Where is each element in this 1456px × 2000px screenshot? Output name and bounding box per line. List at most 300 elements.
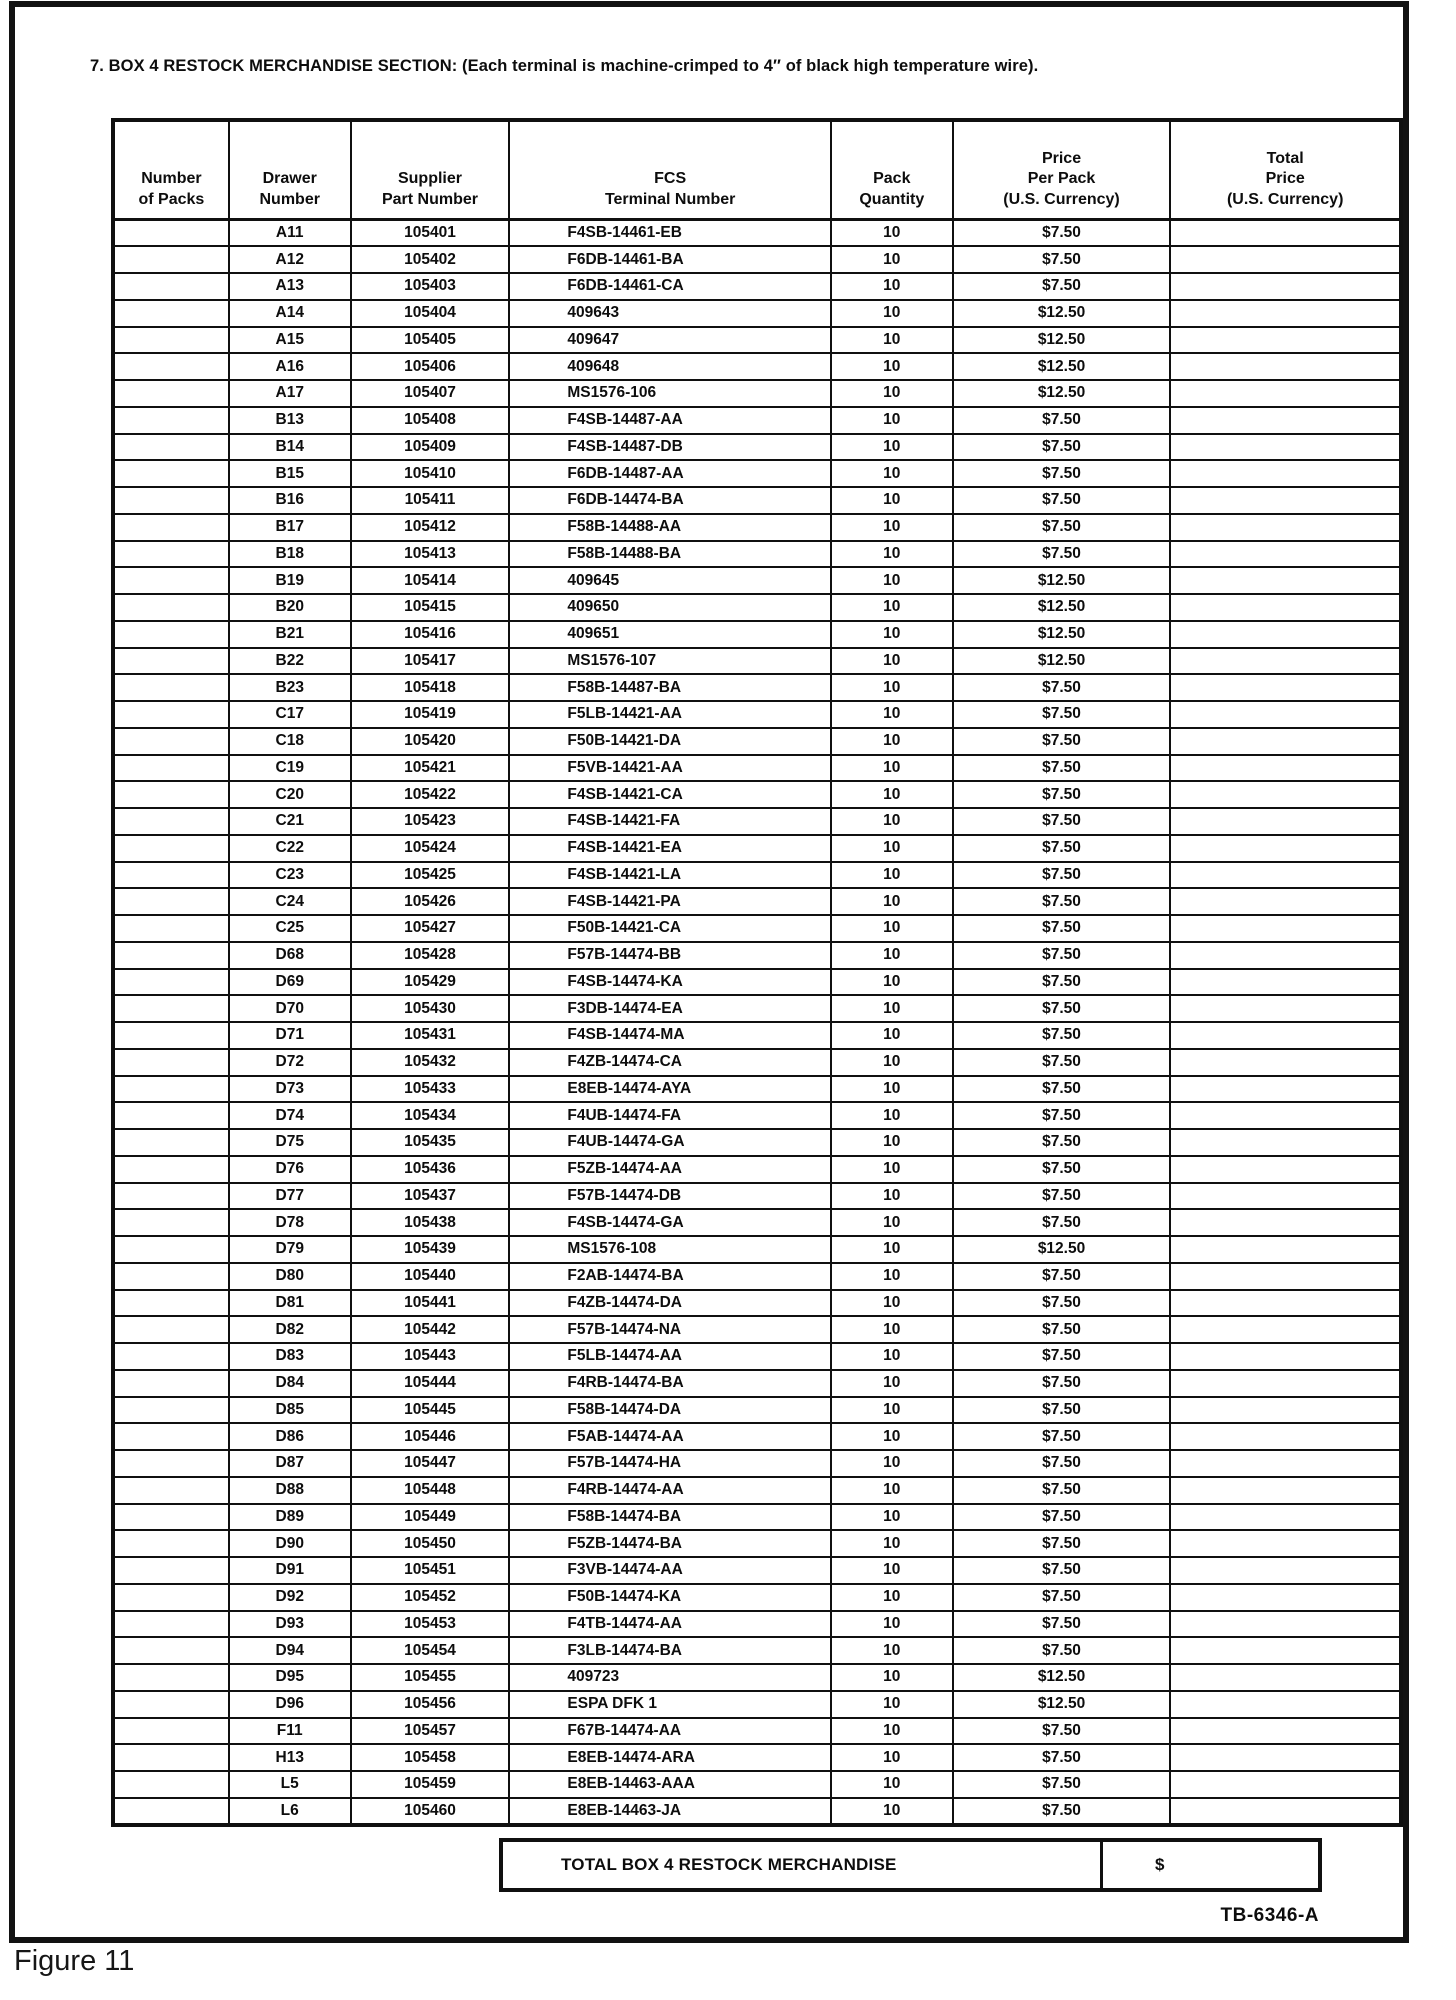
cell-drawer: D82 xyxy=(229,1316,351,1343)
cell-total xyxy=(1170,1584,1401,1611)
cell-qty: 10 xyxy=(831,1477,953,1504)
cell-drawer: D70 xyxy=(229,995,351,1022)
cell-total xyxy=(1170,1290,1401,1317)
cell-fcs: MS1576-106 xyxy=(509,380,831,407)
cell-drawer: D75 xyxy=(229,1129,351,1156)
cell-supplier: 105430 xyxy=(351,995,510,1022)
cell-price: $7.50 xyxy=(953,1423,1171,1450)
cell-num_packs xyxy=(113,1530,229,1557)
cell-supplier: 105405 xyxy=(351,327,510,354)
table-row xyxy=(113,1530,1401,1557)
cell-total xyxy=(1170,1530,1401,1557)
cell-price: $7.50 xyxy=(953,995,1171,1022)
restock-table xyxy=(111,118,1403,1827)
table-row xyxy=(113,1771,1401,1798)
cell-price: $7.50 xyxy=(953,460,1171,487)
cell-num_packs xyxy=(113,701,229,728)
cell-num_packs xyxy=(113,862,229,889)
cell-price: $7.50 xyxy=(953,1290,1171,1317)
cell-fcs: F4TB-14474-AA xyxy=(509,1611,831,1638)
table-row xyxy=(113,701,1401,728)
table-row xyxy=(113,1263,1401,1290)
table-row xyxy=(113,246,1401,273)
table-row xyxy=(113,1423,1401,1450)
cell-supplier: 105458 xyxy=(351,1744,510,1771)
cell-num_packs xyxy=(113,808,229,835)
cell-total xyxy=(1170,1156,1401,1183)
table-row xyxy=(113,567,1401,594)
table-row xyxy=(113,969,1401,996)
cell-num_packs xyxy=(113,1076,229,1103)
cell-total xyxy=(1170,1691,1401,1718)
cell-total xyxy=(1170,701,1401,728)
cell-drawer: D80 xyxy=(229,1263,351,1290)
cell-drawer: D72 xyxy=(229,1049,351,1076)
cell-num_packs xyxy=(113,1022,229,1049)
cell-supplier: 105401 xyxy=(351,220,510,247)
cell-fcs: F4ZB-14474-CA xyxy=(509,1049,831,1076)
table-header xyxy=(113,120,1401,220)
cell-num_packs xyxy=(113,541,229,568)
cell-price: $12.50 xyxy=(953,353,1171,380)
total-label: TOTAL BOX 4 RESTOCK MERCHANDISE xyxy=(561,1855,897,1874)
cell-price: $7.50 xyxy=(953,1076,1171,1103)
cell-price: $7.50 xyxy=(953,1477,1171,1504)
table-row xyxy=(113,1049,1401,1076)
cell-price: $7.50 xyxy=(953,1022,1171,1049)
cell-qty: 10 xyxy=(831,1611,953,1638)
cell-qty: 10 xyxy=(831,380,953,407)
cell-qty: 10 xyxy=(831,942,953,969)
cell-fcs: F50B-14474-KA xyxy=(509,1584,831,1611)
cell-qty: 10 xyxy=(831,1530,953,1557)
cell-total xyxy=(1170,1343,1401,1370)
cell-supplier: 105406 xyxy=(351,353,510,380)
cell-num_packs xyxy=(113,1718,229,1745)
cell-fcs: F4SB-14421-LA xyxy=(509,862,831,889)
cell-fcs: F58B-14474-DA xyxy=(509,1397,831,1424)
cell-fcs: F4UB-14474-GA xyxy=(509,1129,831,1156)
cell-supplier: 105447 xyxy=(351,1450,510,1477)
cell-total xyxy=(1170,407,1401,434)
cell-fcs: F67B-14474-AA xyxy=(509,1718,831,1745)
cell-price: $7.50 xyxy=(953,674,1171,701)
cell-fcs: 409643 xyxy=(509,300,831,327)
cell-qty: 10 xyxy=(831,1209,953,1236)
cell-qty: 10 xyxy=(831,728,953,755)
cell-qty: 10 xyxy=(831,1557,953,1584)
table-row xyxy=(113,220,1401,247)
cell-price: $7.50 xyxy=(953,1343,1171,1370)
cell-supplier: 105454 xyxy=(351,1637,510,1664)
figure-caption: Figure 11 xyxy=(14,1945,135,1977)
cell-fcs: F3DB-14474-EA xyxy=(509,995,831,1022)
cell-num_packs xyxy=(113,1397,229,1424)
cell-supplier: 105422 xyxy=(351,781,510,808)
table-row xyxy=(113,1209,1401,1236)
cell-fcs: F4SB-14421-CA xyxy=(509,781,831,808)
cell-fcs: F4SB-14474-MA xyxy=(509,1022,831,1049)
cell-price: $12.50 xyxy=(953,1691,1171,1718)
cell-price: $12.50 xyxy=(953,1664,1171,1691)
cell-supplier: 105415 xyxy=(351,594,510,621)
cell-supplier: 105457 xyxy=(351,1718,510,1745)
cell-num_packs xyxy=(113,1423,229,1450)
cell-drawer: D74 xyxy=(229,1102,351,1129)
cell-fcs: F5LB-14421-AA xyxy=(509,701,831,728)
cell-num_packs xyxy=(113,1637,229,1664)
cell-qty: 10 xyxy=(831,1343,953,1370)
cell-price: $12.50 xyxy=(953,648,1171,675)
cell-qty: 10 xyxy=(831,300,953,327)
cell-total xyxy=(1170,1022,1401,1049)
cell-supplier: 105452 xyxy=(351,1584,510,1611)
cell-drawer: D83 xyxy=(229,1343,351,1370)
table-row xyxy=(113,1504,1401,1531)
cell-price: $12.50 xyxy=(953,621,1171,648)
cell-supplier: 105410 xyxy=(351,460,510,487)
cell-total xyxy=(1170,1664,1401,1691)
cell-fcs: F58B-14474-BA xyxy=(509,1504,831,1531)
cell-total xyxy=(1170,969,1401,996)
cell-qty: 10 xyxy=(831,487,953,514)
cell-fcs: F5LB-14474-AA xyxy=(509,1343,831,1370)
cell-price: $7.50 xyxy=(953,1049,1171,1076)
table-row xyxy=(113,407,1401,434)
cell-num_packs xyxy=(113,1129,229,1156)
cell-supplier: 105427 xyxy=(351,915,510,942)
column-header-supplier: Supplier Part Number xyxy=(351,120,510,220)
cell-num_packs xyxy=(113,514,229,541)
table-row xyxy=(113,755,1401,782)
cell-price: $12.50 xyxy=(953,327,1171,354)
table-row xyxy=(113,514,1401,541)
cell-num_packs xyxy=(113,942,229,969)
cell-qty: 10 xyxy=(831,220,953,247)
cell-price: $7.50 xyxy=(953,942,1171,969)
cell-supplier: 105412 xyxy=(351,514,510,541)
table-row xyxy=(113,674,1401,701)
cell-qty: 10 xyxy=(831,1637,953,1664)
cell-total xyxy=(1170,246,1401,273)
cell-supplier: 105413 xyxy=(351,541,510,568)
cell-drawer: B21 xyxy=(229,621,351,648)
cell-total xyxy=(1170,862,1401,889)
cell-qty: 10 xyxy=(831,1076,953,1103)
cell-qty: 10 xyxy=(831,1316,953,1343)
cell-fcs: F4SB-14487-DB xyxy=(509,434,831,461)
cell-fcs: F57B-14474-HA xyxy=(509,1450,831,1477)
cell-total xyxy=(1170,995,1401,1022)
cell-drawer: D69 xyxy=(229,969,351,996)
cell-supplier: 105416 xyxy=(351,621,510,648)
cell-num_packs xyxy=(113,728,229,755)
cell-drawer: D92 xyxy=(229,1584,351,1611)
cell-fcs: 409647 xyxy=(509,327,831,354)
cell-num_packs xyxy=(113,648,229,675)
cell-drawer: B19 xyxy=(229,567,351,594)
cell-fcs: E8EB-14474-ARA xyxy=(509,1744,831,1771)
table-row xyxy=(113,1343,1401,1370)
cell-price: $7.50 xyxy=(953,1584,1171,1611)
total-value-cell: $ xyxy=(1100,1842,1318,1888)
table-row xyxy=(113,1691,1401,1718)
table-row xyxy=(113,327,1401,354)
cell-fcs: F5ZB-14474-BA xyxy=(509,1530,831,1557)
cell-fcs: F50B-14421-CA xyxy=(509,915,831,942)
cell-drawer: C20 xyxy=(229,781,351,808)
cell-price: $7.50 xyxy=(953,1102,1171,1129)
cell-drawer: L5 xyxy=(229,1771,351,1798)
cell-supplier: 105419 xyxy=(351,701,510,728)
cell-price: $7.50 xyxy=(953,541,1171,568)
table-row xyxy=(113,1370,1401,1397)
cell-price: $7.50 xyxy=(953,1263,1171,1290)
cell-supplier: 105417 xyxy=(351,648,510,675)
cell-num_packs xyxy=(113,621,229,648)
cell-fcs: F58B-14488-BA xyxy=(509,541,831,568)
cell-fcs: E8EB-14474-AYA xyxy=(509,1076,831,1103)
cell-qty: 10 xyxy=(831,353,953,380)
cell-qty: 10 xyxy=(831,541,953,568)
table-row xyxy=(113,487,1401,514)
cell-price: $7.50 xyxy=(953,246,1171,273)
cell-supplier: 105460 xyxy=(351,1798,510,1825)
cell-num_packs xyxy=(113,1156,229,1183)
cell-fcs: F6DB-14474-BA xyxy=(509,487,831,514)
cell-fcs: F6DB-14461-CA xyxy=(509,273,831,300)
cell-total xyxy=(1170,1076,1401,1103)
cell-fcs: 409723 xyxy=(509,1664,831,1691)
cell-qty: 10 xyxy=(831,915,953,942)
column-header-fcs: FCS Terminal Number xyxy=(509,120,831,220)
cell-price: $7.50 xyxy=(953,808,1171,835)
cell-drawer: B14 xyxy=(229,434,351,461)
cell-total xyxy=(1170,1504,1401,1531)
cell-qty: 10 xyxy=(831,1102,953,1129)
cell-total xyxy=(1170,220,1401,247)
cell-price: $7.50 xyxy=(953,1530,1171,1557)
cell-supplier: 105451 xyxy=(351,1557,510,1584)
cell-qty: 10 xyxy=(831,1423,953,1450)
cell-fcs: 409645 xyxy=(509,567,831,594)
cell-num_packs xyxy=(113,1664,229,1691)
cell-num_packs xyxy=(113,1504,229,1531)
cell-price: $7.50 xyxy=(953,1557,1171,1584)
table-row xyxy=(113,648,1401,675)
cell-price: $7.50 xyxy=(953,1129,1171,1156)
cell-total xyxy=(1170,1236,1401,1263)
cell-drawer: A11 xyxy=(229,220,351,247)
cell-total xyxy=(1170,1477,1401,1504)
cell-qty: 10 xyxy=(831,327,953,354)
cell-total xyxy=(1170,888,1401,915)
cell-total xyxy=(1170,808,1401,835)
cell-total xyxy=(1170,621,1401,648)
cell-price: $12.50 xyxy=(953,300,1171,327)
table-row xyxy=(113,1744,1401,1771)
cell-supplier: 105445 xyxy=(351,1397,510,1424)
cell-price: $7.50 xyxy=(953,514,1171,541)
cell-num_packs xyxy=(113,1611,229,1638)
table-row xyxy=(113,808,1401,835)
cell-total xyxy=(1170,1611,1401,1638)
cell-drawer: D77 xyxy=(229,1183,351,1210)
cell-qty: 10 xyxy=(831,1718,953,1745)
cell-supplier: 105411 xyxy=(351,487,510,514)
cell-qty: 10 xyxy=(831,1450,953,1477)
cell-price: $7.50 xyxy=(953,1637,1171,1664)
cell-supplier: 105403 xyxy=(351,273,510,300)
cell-drawer: A17 xyxy=(229,380,351,407)
cell-drawer: D91 xyxy=(229,1557,351,1584)
cell-total xyxy=(1170,1798,1401,1825)
column-header-qty: Pack Quantity xyxy=(831,120,953,220)
cell-price: $7.50 xyxy=(953,1450,1171,1477)
cell-num_packs xyxy=(113,273,229,300)
cell-qty: 10 xyxy=(831,1263,953,1290)
cell-price: $7.50 xyxy=(953,888,1171,915)
cell-total xyxy=(1170,1557,1401,1584)
cell-drawer: A12 xyxy=(229,246,351,273)
cell-supplier: 105449 xyxy=(351,1504,510,1531)
cell-price: $7.50 xyxy=(953,1798,1171,1825)
cell-supplier: 105424 xyxy=(351,835,510,862)
cell-num_packs xyxy=(113,380,229,407)
cell-supplier: 105440 xyxy=(351,1263,510,1290)
cell-drawer: B18 xyxy=(229,541,351,568)
column-header-total: Total Price (U.S. Currency) xyxy=(1170,120,1401,220)
cell-num_packs xyxy=(113,1343,229,1370)
cell-qty: 10 xyxy=(831,1397,953,1424)
cell-fcs: F5ZB-14474-AA xyxy=(509,1156,831,1183)
cell-qty: 10 xyxy=(831,1744,953,1771)
cell-fcs: F6DB-14487-AA xyxy=(509,460,831,487)
cell-price: $12.50 xyxy=(953,567,1171,594)
cell-num_packs xyxy=(113,407,229,434)
cell-supplier: 105425 xyxy=(351,862,510,889)
cell-total xyxy=(1170,648,1401,675)
table-row xyxy=(113,1290,1401,1317)
cell-num_packs xyxy=(113,1798,229,1825)
cell-price: $7.50 xyxy=(953,1209,1171,1236)
cell-num_packs xyxy=(113,246,229,273)
cell-price: $7.50 xyxy=(953,1183,1171,1210)
cell-total xyxy=(1170,1129,1401,1156)
cell-num_packs xyxy=(113,1370,229,1397)
cell-num_packs xyxy=(113,434,229,461)
cell-fcs: MS1576-107 xyxy=(509,648,831,675)
cell-num_packs xyxy=(113,674,229,701)
table-row xyxy=(113,434,1401,461)
cell-fcs: 409651 xyxy=(509,621,831,648)
cell-drawer: B17 xyxy=(229,514,351,541)
cell-price: $7.50 xyxy=(953,1504,1171,1531)
table-row xyxy=(113,273,1401,300)
cell-num_packs xyxy=(113,1316,229,1343)
cell-price: $7.50 xyxy=(953,407,1171,434)
cell-price: $7.50 xyxy=(953,1718,1171,1745)
cell-price: $7.50 xyxy=(953,701,1171,728)
cell-fcs: F6DB-14461-BA xyxy=(509,246,831,273)
cell-drawer: D78 xyxy=(229,1209,351,1236)
table-row xyxy=(113,728,1401,755)
cell-total xyxy=(1170,1637,1401,1664)
cell-price: $7.50 xyxy=(953,728,1171,755)
cell-num_packs xyxy=(113,487,229,514)
cell-price: $12.50 xyxy=(953,594,1171,621)
cell-total xyxy=(1170,594,1401,621)
cell-price: $7.50 xyxy=(953,434,1171,461)
table-row xyxy=(113,1637,1401,1664)
cell-supplier: 105414 xyxy=(351,567,510,594)
cell-total xyxy=(1170,835,1401,862)
cell-qty: 10 xyxy=(831,781,953,808)
cell-num_packs xyxy=(113,835,229,862)
table-row xyxy=(113,1557,1401,1584)
cell-fcs: F3VB-14474-AA xyxy=(509,1557,831,1584)
cell-fcs: F58B-14487-BA xyxy=(509,674,831,701)
cell-price: $7.50 xyxy=(953,969,1171,996)
section-title: 7. BOX 4 RESTOCK MERCHANDISE SECTION: (Each terminal is machine-crimped to 4″ of black high temperature wire). xyxy=(90,57,1039,75)
cell-supplier: 105420 xyxy=(351,728,510,755)
cell-fcs: F4RB-14474-AA xyxy=(509,1477,831,1504)
cell-total xyxy=(1170,567,1401,594)
cell-num_packs xyxy=(113,1771,229,1798)
cell-supplier: 105404 xyxy=(351,300,510,327)
cell-drawer: D90 xyxy=(229,1530,351,1557)
cell-drawer: L6 xyxy=(229,1798,351,1825)
cell-fcs: F4SB-14487-AA xyxy=(509,407,831,434)
cell-supplier: 105446 xyxy=(351,1423,510,1450)
cell-supplier: 105426 xyxy=(351,888,510,915)
cell-price: $7.50 xyxy=(953,781,1171,808)
cell-qty: 10 xyxy=(831,1370,953,1397)
cell-price: $7.50 xyxy=(953,1611,1171,1638)
cell-total xyxy=(1170,1263,1401,1290)
table-row xyxy=(113,1584,1401,1611)
cell-qty: 10 xyxy=(831,1584,953,1611)
cell-drawer: H13 xyxy=(229,1744,351,1771)
cell-supplier: 105444 xyxy=(351,1370,510,1397)
cell-supplier: 105453 xyxy=(351,1611,510,1638)
cell-fcs: E8EB-14463-AAA xyxy=(509,1771,831,1798)
cell-supplier: 105443 xyxy=(351,1343,510,1370)
cell-qty: 10 xyxy=(831,674,953,701)
cell-supplier: 105408 xyxy=(351,407,510,434)
cell-fcs: MS1576-108 xyxy=(509,1236,831,1263)
table-row xyxy=(113,1316,1401,1343)
cell-drawer: D73 xyxy=(229,1076,351,1103)
cell-total xyxy=(1170,487,1401,514)
table-row xyxy=(113,1664,1401,1691)
table-row xyxy=(113,888,1401,915)
table-header-row xyxy=(113,120,1401,220)
cell-supplier: 105409 xyxy=(351,434,510,461)
cell-total xyxy=(1170,273,1401,300)
cell-supplier: 105418 xyxy=(351,674,510,701)
cell-qty: 10 xyxy=(831,1664,953,1691)
cell-drawer: C22 xyxy=(229,835,351,862)
cell-fcs: ESPA DFK 1 xyxy=(509,1691,831,1718)
cell-fcs: F5AB-14474-AA xyxy=(509,1423,831,1450)
cell-qty: 10 xyxy=(831,808,953,835)
cell-total xyxy=(1170,434,1401,461)
table-row xyxy=(113,1022,1401,1049)
cell-supplier: 105407 xyxy=(351,380,510,407)
table-row xyxy=(113,621,1401,648)
cell-total xyxy=(1170,942,1401,969)
